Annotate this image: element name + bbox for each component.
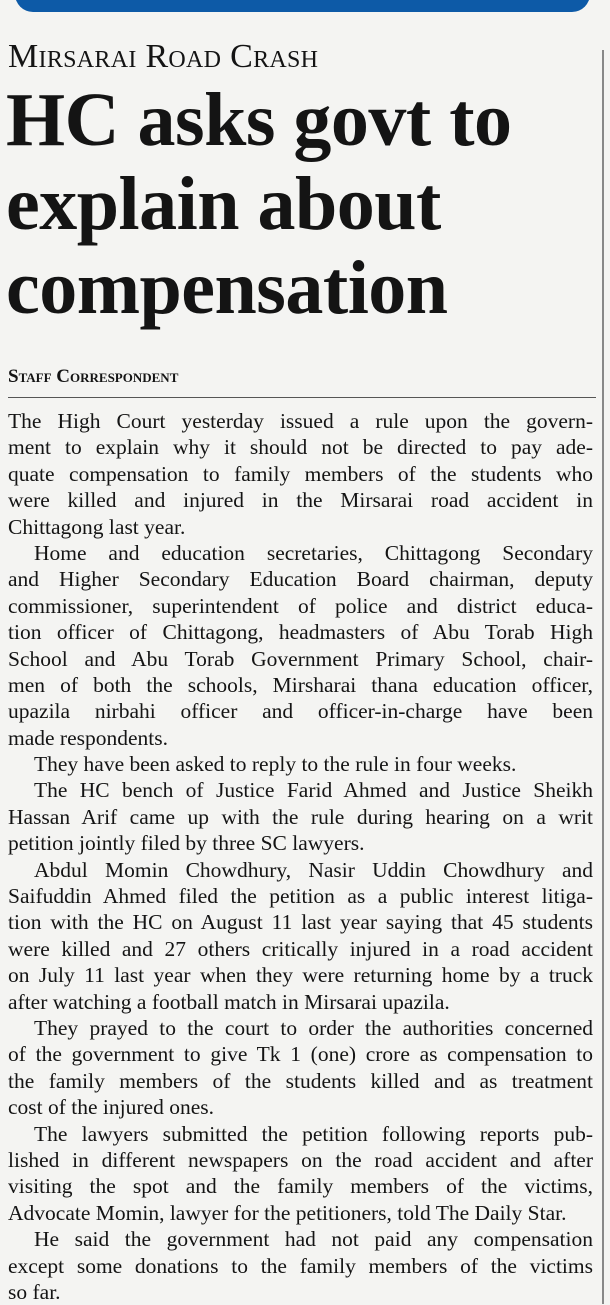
divider [8, 397, 596, 398]
article-line: The lawyers submitted the petition following reports pub- [34, 1121, 593, 1146]
article-paragraph [8, 751, 593, 777]
article-line: on July 11 last year when they were returning home by a truck [8, 963, 593, 988]
article-paragraph [8, 1015, 593, 1121]
headline [6, 78, 512, 330]
article-line: made respondents. [8, 725, 169, 750]
article-line: Saifuddin Ahmed filed the petition as a public interest litiga- [8, 884, 593, 909]
article-line: cost of the injured ones. [8, 1095, 214, 1120]
article-line: tion officer of Chittagong, headmasters of Abu Torab High [8, 620, 593, 645]
article-line: except some donations to the family members of the victims [8, 1253, 593, 1278]
headline-line: HC asks govt to [6, 78, 512, 162]
article-line: The High Court yesterday issued a rule upon the govern- [8, 409, 593, 433]
kicker: Mirsarai Road Crash [8, 38, 319, 75]
article-paragraph [8, 408, 593, 540]
article-body [8, 408, 593, 1305]
headline-line: explain about [6, 162, 441, 246]
article-line: Chittagong last year. [8, 514, 186, 539]
headline-line: compensation [6, 246, 448, 330]
article-line: Abdul Momin Chowdhury, Nasir Uddin Chowdhury and [34, 857, 593, 882]
article-line: Advocate Momin, lawyer for the petitioners, told The Daily Star. [8, 1200, 567, 1225]
article-line: tion with the HC on August 11 last year saying that 45 students [8, 910, 593, 935]
article-line: commissioner, superintendent of police and district educa- [8, 593, 593, 618]
article-line: He said the government had not paid any compensation [34, 1227, 593, 1252]
article-line: upazila nirbahi officer and officer-in-charge have been [8, 699, 593, 724]
article-line: They have been asked to reply to the rule in four weeks. [34, 752, 517, 777]
article-paragraph [8, 1121, 593, 1227]
article-line: They prayed to the court to order the authorities concerned [34, 1015, 593, 1040]
article-line: were killed and 27 others critically injured in a road accident [8, 936, 593, 961]
article-line: after watching a football match in Mirsarai upazila. [8, 989, 450, 1014]
column-divider [602, 50, 604, 1304]
article-line: ment to explain why it should not be directed to pay ade- [8, 435, 593, 460]
article-line: men of both the schools, Mirsharai thana education officer, [8, 672, 593, 697]
article-paragraph [8, 540, 593, 751]
article-line: Hassan Arif came up with the rule during hearing on a writ [8, 804, 593, 829]
article-line: and Higher Secondary Education Board chairman, deputy [8, 567, 593, 592]
article-paragraph [8, 1226, 593, 1305]
article-line: visiting the spot and the family members of the victims, [8, 1174, 593, 1199]
article-line: of the government to give Tk 1 (one) crore as compensation to [8, 1042, 593, 1067]
article-line: so far. [8, 1279, 61, 1304]
article-line: Home and education secretaries, Chittagong Secondary [34, 540, 593, 565]
article-line: the family members of the students killed and as treatment [8, 1068, 593, 1093]
section-banner [15, 0, 590, 12]
article-paragraph [8, 777, 593, 856]
byline: Staff Correspondent [8, 366, 179, 387]
article-line: quate compensation to family members of the students who [8, 461, 593, 486]
article-line: The HC bench of Justice Farid Ahmed and Justice Sheikh [34, 778, 593, 803]
article-line: School and Abu Torab Government Primary School, chair- [8, 646, 593, 671]
article-line: were killed and injured in the Mirsarai road accident in [8, 488, 593, 513]
article-line: petition jointly filed by three SC lawyers. [8, 831, 365, 856]
article-paragraph [8, 857, 593, 1015]
article-line: lished in different newspapers on the road accident and after [8, 1147, 593, 1172]
